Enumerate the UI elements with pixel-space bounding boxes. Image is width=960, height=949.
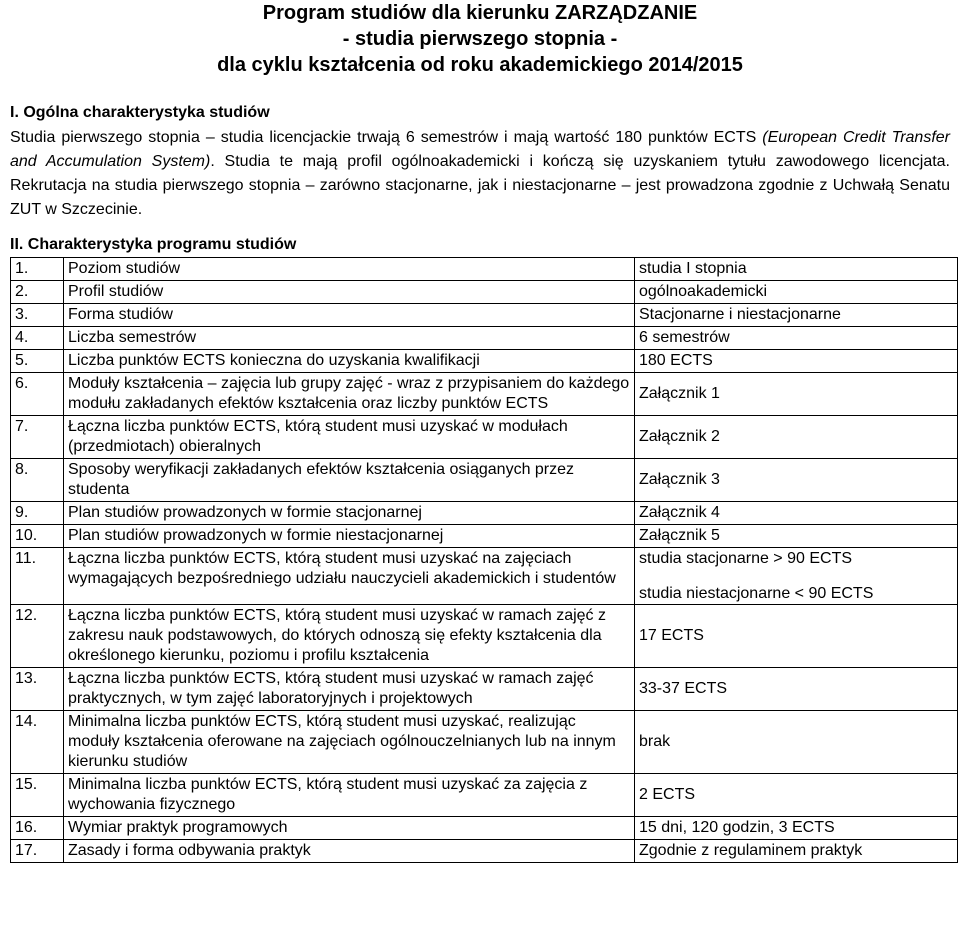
row-value: studia I stopnia	[635, 258, 958, 281]
row-number: 5.	[11, 350, 64, 373]
row-value: 15 dni, 120 godzin, 3 ECTS	[635, 817, 958, 840]
row-value: brak	[635, 711, 958, 774]
row-number: 2.	[11, 281, 64, 304]
row-description: Moduły kształcenia – zajęcia lub grupy zajęć - wraz z przypisaniem do każdego modułu zakładanych efektów kształcenia oraz liczby punktów ECTS	[64, 373, 635, 416]
row-description: Liczba semestrów	[64, 327, 635, 350]
row-number: 14.	[11, 711, 64, 774]
row-value	[635, 548, 958, 605]
table-row	[11, 840, 958, 863]
table-row	[11, 304, 958, 327]
row-description: Profil studiów	[64, 281, 635, 304]
row-number: 4.	[11, 327, 64, 350]
intro-text-a: Studia pierwszego stopnia – studia licencjackie trwają 6 semestrów i mają wartość 180 punktów ECTS	[10, 129, 757, 146]
intro-text-c: . Studia te mają profil ogólnoakademicki i kończą się uzyskaniem tytułu zawodowego licencjata.	[210, 153, 950, 170]
row-value-stationary: studia stacjonarne > 90 ECTS	[639, 550, 853, 567]
row-description: Wymiar praktyk programowych	[64, 817, 635, 840]
row-description: Minimalna liczba punktów ECTS, którą student musi uzyskać, realizując moduły kształcenia oferowane na zajęciach ogólnouczelnianych lub na innym kierunku studiów	[64, 711, 635, 774]
table-row	[11, 373, 958, 416]
table-row	[11, 459, 958, 502]
row-number: 15.	[11, 774, 64, 817]
row-description: Sposoby weryfikacji zakładanych efektów kształcenia osiąganych przez studenta	[64, 459, 635, 502]
title-line-3: dla cyklu kształcenia od roku akademickiego 2014/2015	[217, 54, 743, 76]
row-description: Łączna liczba punktów ECTS, którą student musi uzyskać w modułach (przedmiotach) obieralnych	[64, 416, 635, 459]
row-description: Minimalna liczba punktów ECTS, którą student musi uzyskać za zajęcia z wychowania fizycznego	[64, 774, 635, 817]
document-title	[0, 0, 960, 78]
row-value: Załącznik 4	[635, 502, 958, 525]
row-description: Liczba punktów ECTS konieczna do uzyskania kwalifikacji	[64, 350, 635, 373]
row-description: Forma studiów	[64, 304, 635, 327]
row-number: 1.	[11, 258, 64, 281]
row-description: Zasady i forma odbywania praktyk	[64, 840, 635, 863]
table-row	[11, 281, 958, 304]
row-value: 33-37 ECTS	[635, 668, 958, 711]
section-2-heading: II. Charakterystyka programu studiów	[10, 236, 297, 253]
title-line-2: - studia pierwszego stopnia -	[342, 28, 618, 50]
row-description: Łączna liczba punktów ECTS, którą student musi uzyskać w ramach zajęć praktycznych, w tym zajęć laboratoryjnych i projektowych	[64, 668, 635, 711]
table-row	[11, 327, 958, 350]
program-table	[10, 257, 958, 863]
row-number: 16.	[11, 817, 64, 840]
row-description: Łączna liczba punktów ECTS, którą student musi uzyskać na zajęciach wymagających bezpośredniego udziału nauczycieli akademickich i studentów	[64, 548, 635, 605]
intro-text-b: (European Credit Transfer and Accumulation System)	[10, 129, 951, 170]
row-description: Plan studiów prowadzonych w formie stacjonarnej	[64, 502, 635, 525]
row-number: 10.	[11, 525, 64, 548]
row-description: Łączna liczba punktów ECTS, którą student musi uzyskać w ramach zajęć z zakresu nauk podstawowych, do których odnoszą się efekty kształcenia dla określonego kierunku, poziomu i profilu kształcenia	[64, 605, 635, 668]
row-number: 3.	[11, 304, 64, 327]
row-value-nonstationary: studia niestacjonarne < 90 ECTS	[639, 585, 874, 602]
row-value: 6 semestrów	[635, 327, 958, 350]
row-number: 12.	[11, 605, 64, 668]
row-number: 6.	[11, 373, 64, 416]
row-value: 17 ECTS	[635, 605, 958, 668]
section-1-heading: I. Ogólna charakterystyka studiów	[10, 104, 270, 121]
row-number: 17.	[11, 840, 64, 863]
row-number: 7.	[11, 416, 64, 459]
row-value: Załącznik 5	[635, 525, 958, 548]
table-row	[11, 774, 958, 817]
row-description: Plan studiów prowadzonych w formie niestacjonarnej	[64, 525, 635, 548]
table-row	[11, 817, 958, 840]
table-row	[11, 502, 958, 525]
intro-text-d: Rekrutacja na studia pierwszego stopnia – zarówno stacjonarne, jak i niestacjonarne – jest prowadzona zgodnie z Uchwałą Senatu ZUT w Szczecinie.	[10, 177, 950, 218]
table-row	[11, 416, 958, 459]
row-value: ogólnoakademicki	[635, 281, 958, 304]
row-value: Załącznik 3	[635, 459, 958, 502]
row-value: Zgodnie z regulaminem praktyk	[635, 840, 958, 863]
row-value: Załącznik 1	[635, 373, 958, 416]
section-1-paragraph	[10, 126, 950, 222]
table-row	[11, 668, 958, 711]
title-line-1: Program studiów dla kierunku ZARZĄDZANIE	[262, 2, 698, 24]
row-value: 2 ECTS	[635, 774, 958, 817]
row-number: 13.	[11, 668, 64, 711]
row-value: 180 ECTS	[635, 350, 958, 373]
table-row	[11, 548, 958, 605]
row-number: 9.	[11, 502, 64, 525]
row-value: Stacjonarne i niestacjonarne	[635, 304, 958, 327]
table-row	[11, 605, 958, 668]
row-value: Załącznik 2	[635, 416, 958, 459]
row-description: Poziom studiów	[64, 258, 635, 281]
table-row	[11, 711, 958, 774]
row-number: 11.	[11, 548, 64, 605]
table-row	[11, 350, 958, 373]
row-number: 8.	[11, 459, 64, 502]
table-row	[11, 525, 958, 548]
table-row	[11, 258, 958, 281]
